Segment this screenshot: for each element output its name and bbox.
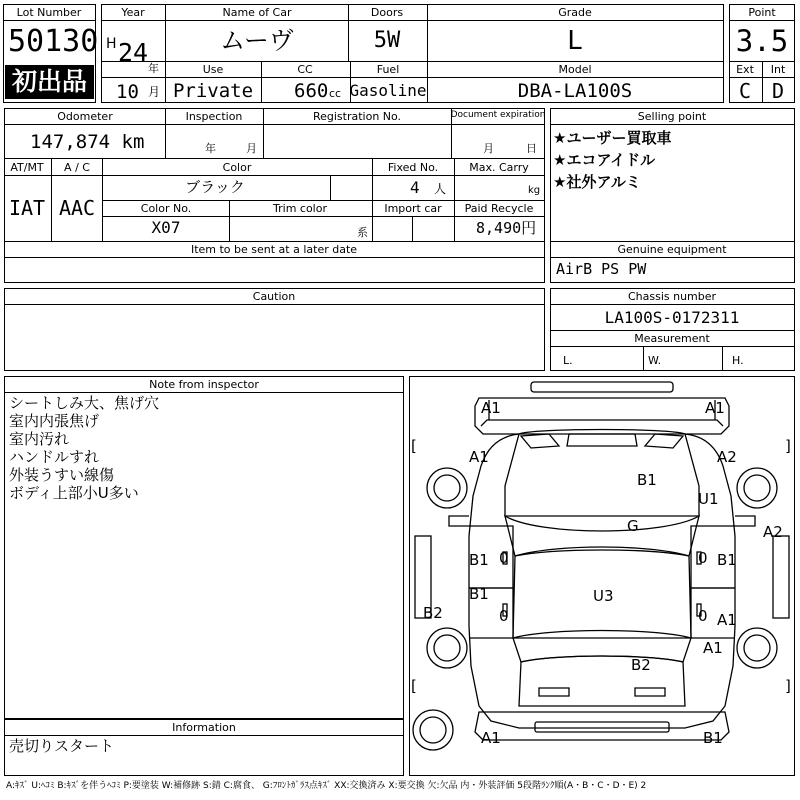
trim-color-unit: 系: [357, 226, 368, 239]
mark-rear-bumper-left: A1: [481, 729, 501, 747]
atmt-value: IAT: [8, 196, 46, 220]
color-header: Color: [222, 161, 252, 174]
fixed-no-value: 4: [410, 178, 420, 197]
measurement-header: Measurement: [634, 332, 710, 345]
inspector-note-line-6: ボディ上部小U多い: [9, 484, 139, 502]
doors-header: Doors: [370, 6, 404, 19]
year-era: H: [106, 36, 117, 52]
max-carry-unit: kg: [528, 185, 541, 196]
fixed-no-unit: 人: [434, 182, 447, 196]
max-carry-header: Max. Carry: [469, 161, 529, 174]
selling-point-2: ★エコアイドル: [553, 151, 656, 169]
mark-rear-left: B2: [423, 604, 443, 622]
inspector-note-header: Note from inspector: [149, 378, 259, 391]
inspector-note-line-3: 室内汚れ: [9, 430, 70, 448]
car-damage-diagram: [409, 376, 795, 776]
lot-number: 50130: [8, 24, 99, 59]
inspection-month-unit: 月: [246, 142, 257, 155]
point-header: Point: [748, 6, 776, 19]
inspection-header: Inspection: [185, 110, 243, 123]
measurement-h: H.: [732, 354, 744, 367]
selling-point-3: ★社外アルミ: [553, 173, 641, 191]
mark-tailgate: B2: [631, 656, 651, 674]
model-header: Model: [558, 63, 592, 76]
mark-door-fl: B1: [469, 551, 489, 569]
lot-number-header: Lot Number: [16, 6, 82, 19]
ext-value: C: [738, 79, 752, 103]
cc-unit: cc: [329, 87, 342, 100]
measurement-l: L.: [563, 354, 573, 367]
color-no-header: Color No.: [140, 202, 192, 215]
zero-mark-fl: 0: [499, 549, 509, 567]
measurement-w: W.: [648, 354, 662, 367]
atmt-header: AT/MT: [10, 161, 44, 174]
inspector-note-line-2: 室内内張焦げ: [9, 412, 100, 430]
cc-header: CC: [297, 63, 313, 76]
use-header: Use: [202, 63, 224, 76]
ac-header: A / C: [64, 161, 90, 174]
odometer-value: 147,874 km: [30, 131, 145, 153]
grade-value: L: [567, 26, 583, 56]
mark-fender-fr2: U1: [698, 490, 719, 508]
mark-front-left: A1: [481, 399, 501, 417]
bracket-open-rl: [: [411, 677, 417, 695]
mark-fender-fr: A2: [717, 448, 737, 466]
fuel-header: Fuel: [376, 63, 400, 76]
doors-value: 5W: [373, 28, 401, 53]
mark-bonnet: B1: [637, 471, 657, 489]
fixed-no-header: Fixed No.: [387, 161, 439, 174]
mark-door-fr: B1: [717, 551, 737, 569]
information-header: Information: [172, 721, 236, 734]
year-header: Year: [121, 6, 145, 19]
mark-front-right: A1: [705, 399, 725, 417]
mark-side-right: A2: [763, 523, 783, 541]
ext-header: Ext: [736, 63, 754, 76]
mark-door-rl: B1: [469, 585, 489, 603]
month-value: 10: [116, 81, 139, 103]
information-value: 売切りスタート: [9, 737, 115, 755]
mark-fender-fl: A1: [469, 448, 489, 466]
paid-recycle-value: 8,490円: [476, 219, 537, 237]
point-value: 3.5: [735, 24, 789, 58]
odometer-header: Odometer: [57, 110, 113, 123]
trim-color-header: Trim color: [273, 202, 327, 215]
mark-quarter-right: A1: [703, 639, 723, 657]
selling-point-header: Selling point: [637, 110, 707, 123]
inspector-note-line-4: ハンドルすれ: [9, 448, 100, 466]
genuine-equipment-header: Genuine equipment: [617, 243, 727, 256]
doc-expiration-day-unit: 日: [526, 142, 537, 155]
legend: A:ｷｽﾞ U:ﾍｺﾐ B:ｷｽﾞを伴うﾍｺﾐ P:要塗装 W:補修跡 S:錆 C:腐食、 G:ﾌﾛﾝﾄｶﾞﾗｽ点ｷｽﾞ XX:交換済み X:要交換 欠:欠品 内・外装評価 5段階ﾗﾝｸ順(A・B・C・D・E) 2: [6, 781, 647, 791]
bracket-close-rr: ]: [785, 677, 791, 695]
import-car-header: Import car: [384, 202, 442, 215]
color-no-value: X07: [151, 218, 181, 237]
model-value: DBA-LA100S: [517, 80, 633, 102]
zero-mark-rl: 0: [499, 607, 509, 625]
car-name-header: Name of Car: [222, 6, 292, 19]
first-listing-badge: 初出品: [5, 65, 94, 99]
later-date-header: Item to be sent at a later date: [190, 243, 358, 256]
caution-header: Caution: [252, 290, 296, 303]
int-value: D: [771, 79, 785, 103]
use-value: Private: [172, 80, 254, 102]
mark-door-rr: A1: [717, 611, 737, 629]
chassis-number-header: Chassis number: [627, 290, 717, 303]
mark-windshield: G: [627, 517, 639, 535]
mark-roof: U3: [593, 587, 614, 605]
fuel-value: Gasoline: [349, 81, 427, 100]
registration-header: Registration No.: [312, 110, 402, 123]
cc-value: 660: [294, 80, 329, 102]
paid-recycle-header: Paid Recycle: [464, 202, 534, 215]
genuine-equipment-value: AirB PS PW: [556, 260, 647, 278]
color-value: ブラック: [185, 178, 245, 196]
mark-rear-bumper-right: B1: [703, 729, 723, 747]
inspector-note-line-1: シートしみ大、焦げ穴: [9, 394, 160, 412]
doc-expiration-header: Document expiration: [450, 110, 546, 120]
zero-mark-fr: 0: [698, 549, 708, 567]
selling-point-1: ★ユーザー買取車: [553, 129, 672, 147]
zero-mark-rr: 0: [698, 607, 708, 625]
month-unit: 月: [148, 85, 161, 99]
chassis-number-value: LA100S-0172311: [604, 308, 740, 327]
inspector-note-line-5: 外装うすい線傷: [9, 466, 115, 484]
ac-value: AAC: [58, 196, 96, 220]
year-unit: 年: [148, 62, 159, 75]
doc-expiration-month-unit: 月: [483, 142, 494, 155]
year-value: 24: [118, 38, 149, 67]
bracket-close-fr: ]: [785, 437, 791, 455]
int-header: Int: [770, 63, 786, 76]
bracket-open-fl: [: [411, 437, 417, 455]
inspection-year-unit: 年: [205, 142, 216, 155]
grade-header: Grade: [558, 6, 592, 19]
car-name: ムーヴ: [220, 26, 294, 55]
